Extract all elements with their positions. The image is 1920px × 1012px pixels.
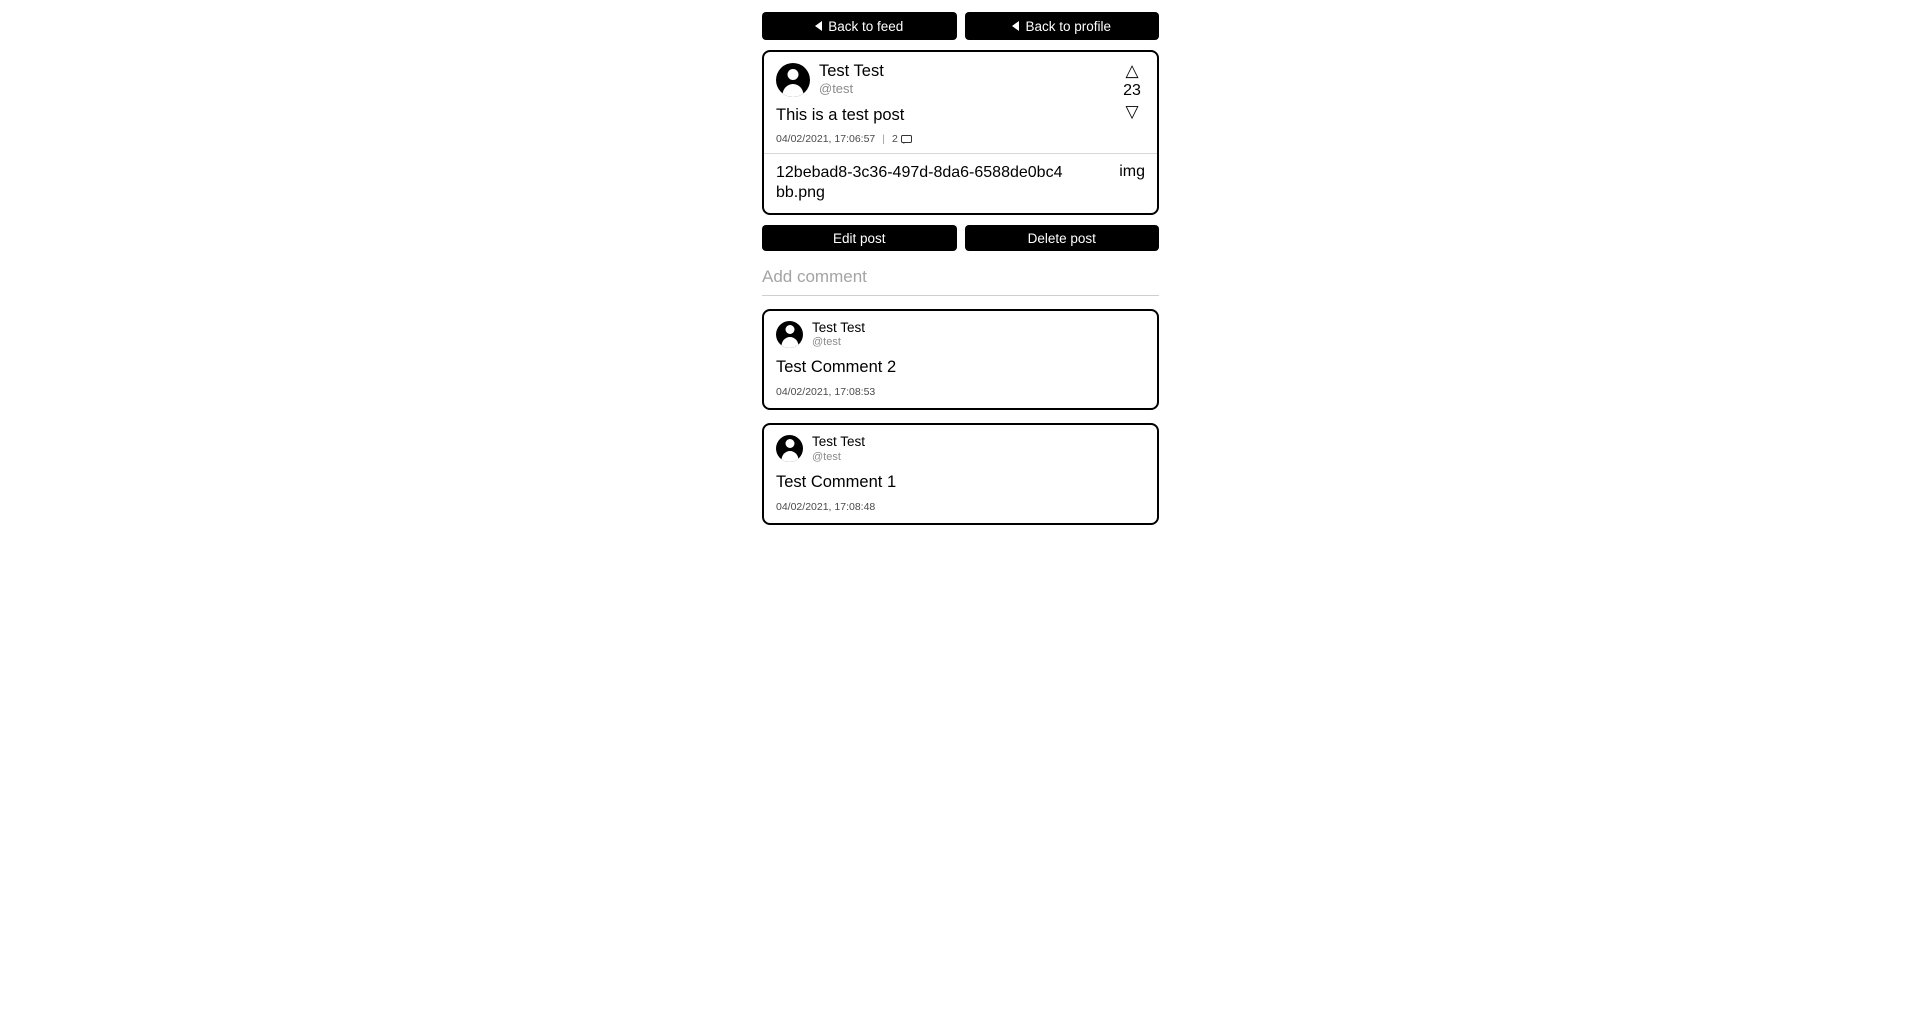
add-comment-input[interactable] <box>762 267 1159 296</box>
list-item <box>762 309 1159 410</box>
post-comment-count-value: 2 <box>892 133 898 146</box>
comment-author-names <box>812 434 865 462</box>
post-body: This is a test post <box>776 106 905 125</box>
comment-list <box>762 309 1159 525</box>
post-main <box>764 52 1157 154</box>
vote-score: 23 <box>1123 82 1141 99</box>
navigation-bar <box>762 12 1159 40</box>
back-to-profile-button[interactable] <box>965 12 1160 40</box>
list-item <box>762 423 1159 524</box>
comment-timestamp: 04/02/2021, 17:08:53 <box>776 386 876 399</box>
comment-author[interactable] <box>776 434 1145 462</box>
comment-author-handle: @test <box>812 336 841 349</box>
post-comment-count <box>892 133 912 145</box>
post-timestamp: 04/02/2021, 17:06:57 <box>776 133 876 146</box>
post-author-handle: @test <box>819 81 854 97</box>
back-to-feed-button[interactable] <box>762 12 957 40</box>
meta-separator: | <box>882 133 885 146</box>
comment-timestamp: 04/02/2021, 17:08:48 <box>776 500 876 513</box>
back-to-feed-label: Back to feed <box>828 18 904 34</box>
content-column <box>762 12 1159 525</box>
attachment-filename[interactable]: 12bebad8-3c36-497d-8da6-6588de0bc4bb.png <box>776 164 1063 201</box>
comment-body: Test Comment 2 <box>776 358 897 377</box>
post-card <box>762 50 1159 215</box>
delete-post-button[interactable]: Delete post <box>965 225 1160 251</box>
comment-author[interactable] <box>776 320 1145 348</box>
avatar <box>776 63 810 97</box>
post-author-name: Test Test <box>819 62 884 80</box>
avatar <box>776 321 803 348</box>
downvote-button[interactable]: ▽ <box>1125 102 1139 121</box>
comment-body: Test Comment 1 <box>776 472 897 491</box>
back-arrow-icon <box>815 21 822 31</box>
comment-author-handle: @test <box>812 450 841 463</box>
back-to-profile-label: Back to profile <box>1025 18 1112 34</box>
edit-post-button[interactable]: Edit post <box>762 225 957 251</box>
post-meta <box>776 133 1145 145</box>
attachment-kind-label: img <box>1119 163 1145 181</box>
post-actions <box>762 225 1159 251</box>
avatar <box>776 435 803 462</box>
comment-author-names <box>812 320 865 348</box>
comment-author-name: Test Test <box>812 320 866 336</box>
vote-controls <box>1117 62 1147 120</box>
comment-author-name: Test Test <box>812 434 866 450</box>
post-attachment <box>764 154 1157 213</box>
back-arrow-icon <box>1012 21 1019 31</box>
comment-bubble-icon <box>901 135 912 144</box>
post-author-names <box>819 62 884 97</box>
post-author[interactable] <box>776 62 1145 97</box>
upvote-button[interactable]: △ <box>1125 61 1139 80</box>
